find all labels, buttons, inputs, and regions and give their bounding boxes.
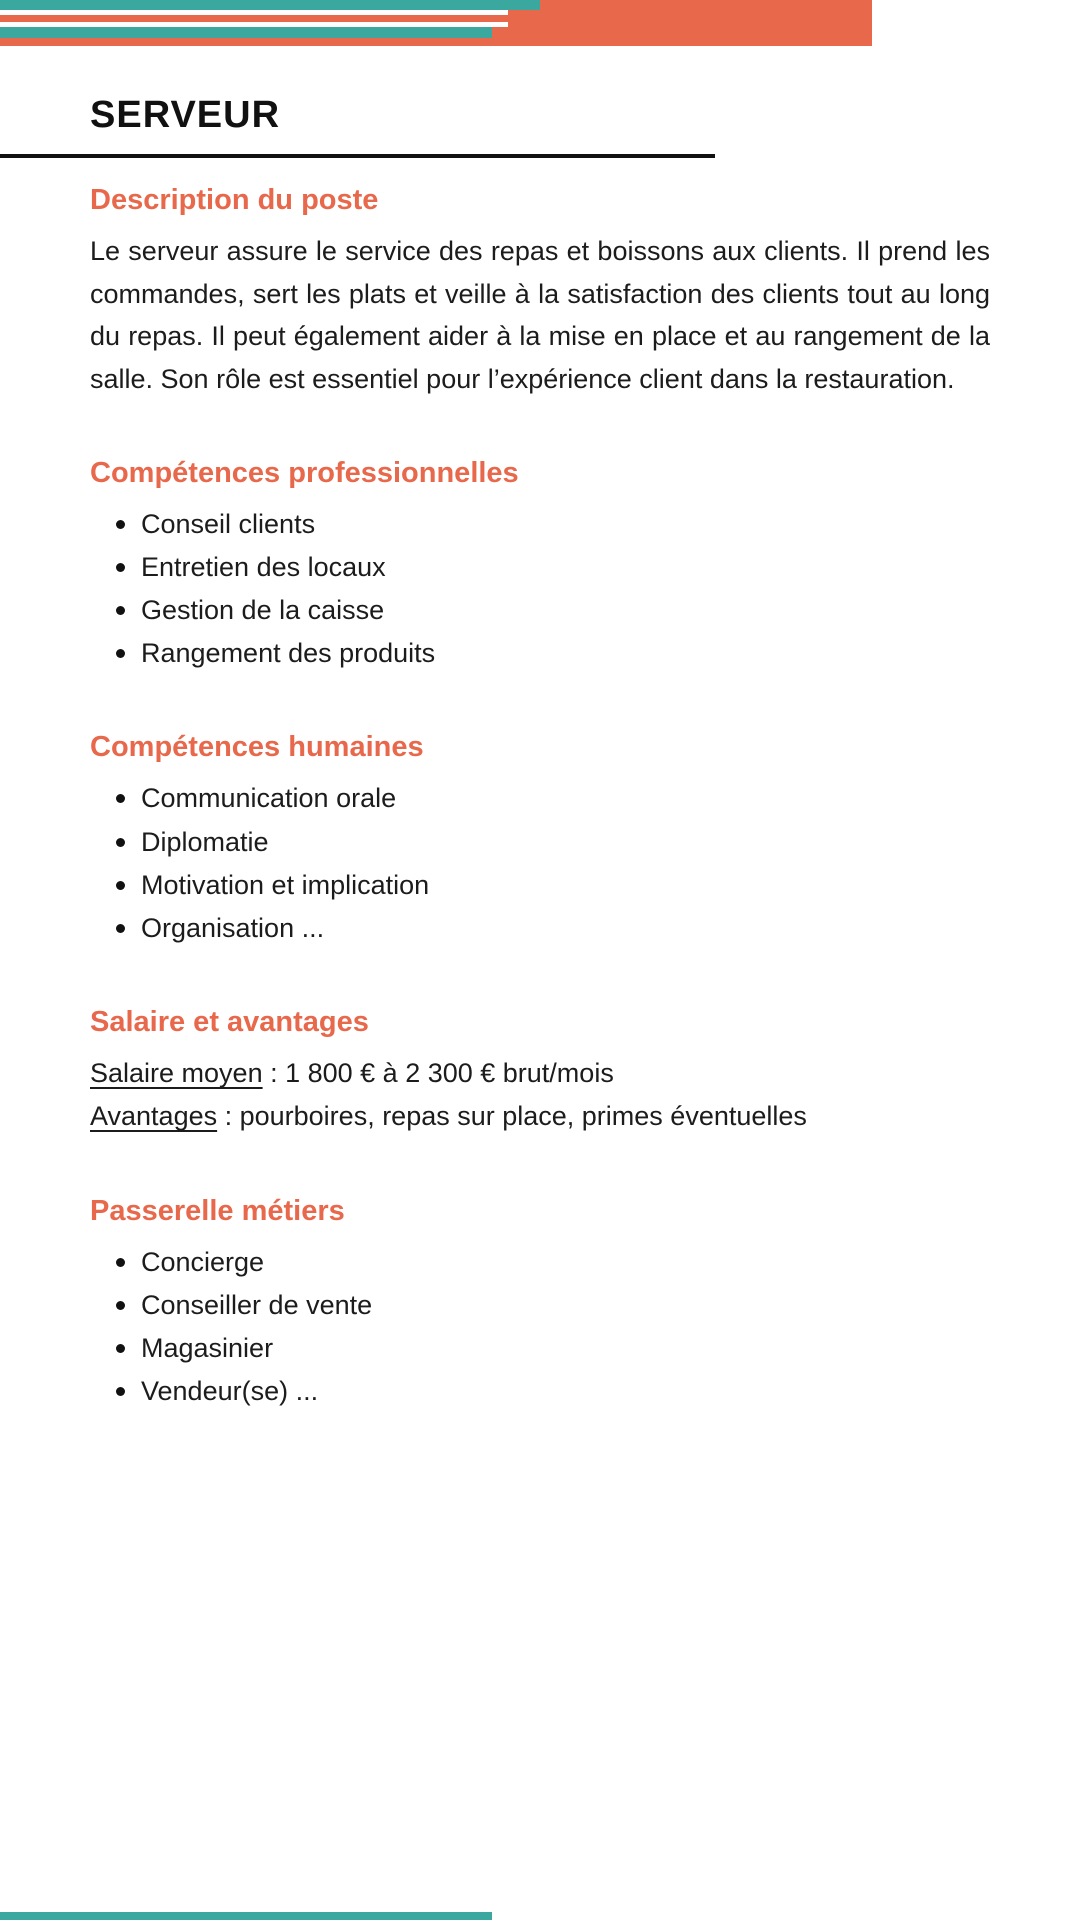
list-item <box>116 1370 990 1413</box>
section-heading-competences-humaines: Compétences humaines <box>90 731 424 764</box>
salary-label: Salaire moyen <box>90 1058 263 1089</box>
list-item-label: Diplomatie <box>141 826 269 857</box>
section-description <box>90 184 990 401</box>
competences-humaines-list <box>90 777 990 950</box>
description-paragraph: Le serveur assure le service des repas et boissons aux clients. Il prend les commandes, sert les plats et veille à la satisfaction des clients tout au long du repas. Il peut également aider à la mise en place et au rangement de la salle. Son rôle est essentiel pour l’expérience client dans la restauration. <box>90 236 990 394</box>
advantages-label: Avantages <box>90 1101 218 1132</box>
teal-stripe-top <box>0 0 540 10</box>
section-heading-competences-pro: Compétences professionnelles <box>90 456 519 489</box>
list-item <box>116 1327 990 1370</box>
list-item-label: Communication orale <box>141 783 397 814</box>
list-item <box>116 907 990 950</box>
list-item <box>116 503 990 546</box>
bullet-icon <box>116 838 125 847</box>
list-item <box>116 864 990 907</box>
page-title: SERVEUR <box>90 94 281 136</box>
list-item <box>116 1284 990 1327</box>
teal-stripe-bottom <box>0 27 492 38</box>
list-item <box>116 546 990 589</box>
list-item-label: Rangement des produits <box>141 638 436 669</box>
decorative-bottom-stripe <box>0 1912 492 1920</box>
bullet-icon <box>116 1344 125 1353</box>
section-competences-humaines <box>90 731 990 950</box>
list-item-label: Conseil clients <box>141 508 316 539</box>
list-item-label: Concierge <box>141 1246 265 1277</box>
bullet-icon <box>116 924 125 933</box>
title-underline-rule <box>0 154 715 158</box>
bullet-icon <box>116 794 125 803</box>
list-item-label: Motivation et implication <box>141 869 430 900</box>
bullet-icon <box>116 649 125 658</box>
list-item <box>116 1241 990 1284</box>
bullet-icon <box>116 1387 125 1396</box>
section-salaire-avantages <box>90 1006 990 1138</box>
passerelle-list <box>90 1241 990 1414</box>
section-heading-passerelle: Passerelle métiers <box>90 1194 345 1227</box>
list-item <box>116 632 990 675</box>
list-item-label: Vendeur(se) ... <box>141 1376 319 1407</box>
list-item <box>116 821 990 864</box>
bullet-icon <box>116 563 125 572</box>
list-item-label: Gestion de la caisse <box>141 595 385 625</box>
competences-pro-list <box>90 503 990 676</box>
list-item <box>116 589 990 632</box>
bullet-icon <box>116 1258 125 1267</box>
list-item-label: Organisation ... <box>141 912 325 943</box>
white-stripe-1 <box>0 10 508 15</box>
list-item-label: Conseiller de vente <box>141 1289 373 1320</box>
section-passerelle-metiers <box>90 1195 990 1414</box>
list-item-label: Entretien des locaux <box>141 551 386 582</box>
bullet-icon <box>116 520 125 529</box>
advantages-line <box>90 1095 990 1138</box>
salary-line <box>90 1052 990 1095</box>
advantages-value: : pourboires, repas sur place, primes éventuelles <box>217 1101 807 1132</box>
list-item <box>116 777 990 820</box>
bullet-icon <box>116 881 125 890</box>
section-heading-description: Description du poste <box>90 184 379 216</box>
bullet-icon <box>116 1301 125 1310</box>
decorative-top-band <box>0 0 1080 46</box>
section-competences-professionnelles <box>90 457 990 676</box>
salary-value: : 1 800 € à 2 300 € brut/mois <box>262 1058 614 1089</box>
bullet-icon <box>116 606 125 615</box>
section-heading-salaire: Salaire et avantages <box>90 1006 369 1039</box>
list-item-label: Magasinier <box>141 1332 274 1363</box>
